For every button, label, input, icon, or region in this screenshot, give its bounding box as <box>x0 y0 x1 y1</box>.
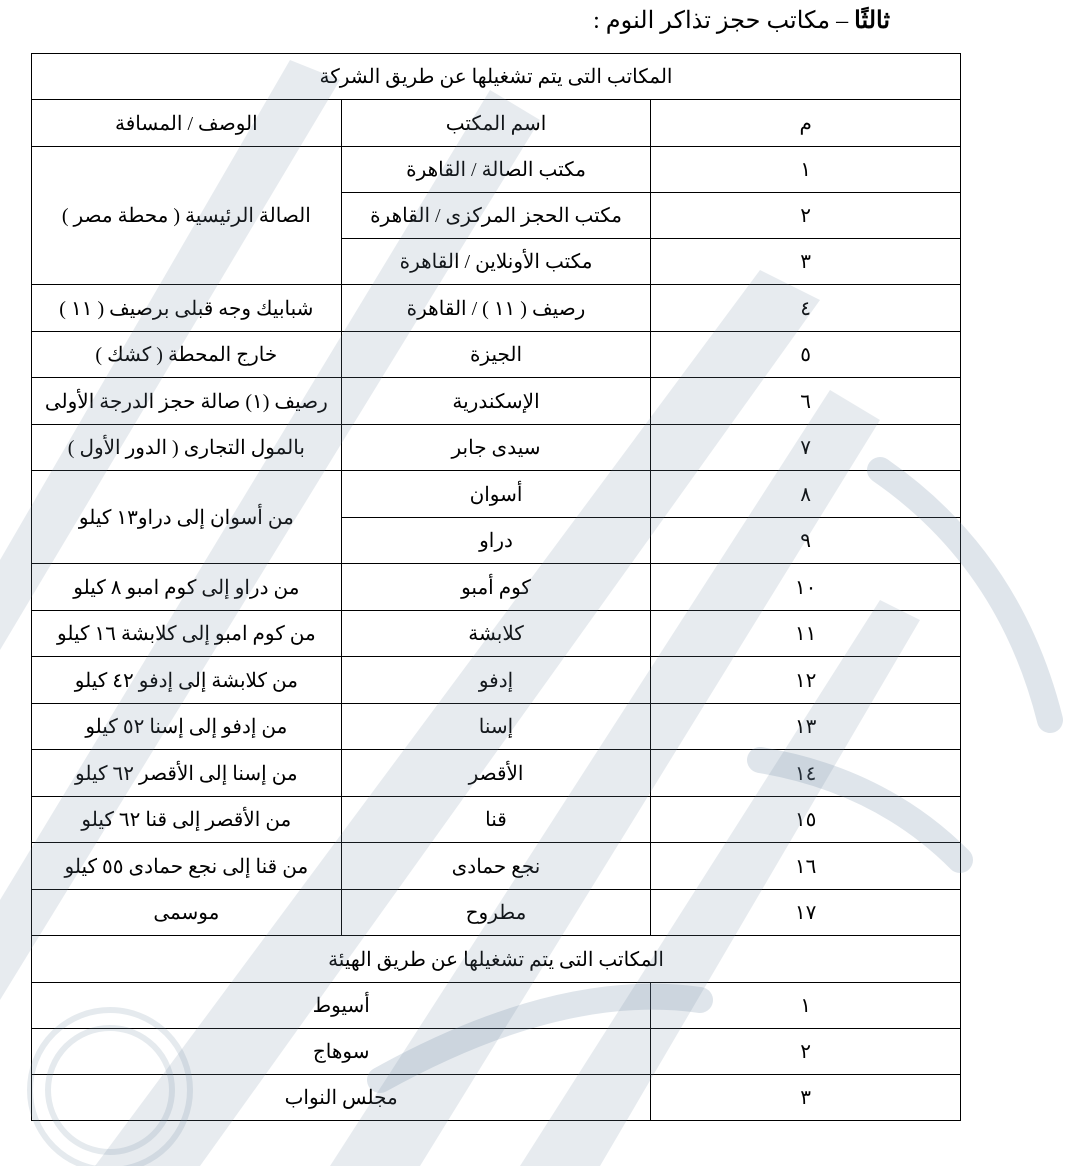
row-num: ١٧ <box>651 890 961 936</box>
table-row <box>32 797 961 843</box>
row-num: ١٦ <box>651 843 961 890</box>
office-name: الأقصر <box>341 750 651 797</box>
table-row <box>32 843 961 890</box>
office-desc: الصالة الرئيسية ( محطة مصر ) <box>32 147 342 285</box>
row-num: ٣ <box>651 1075 961 1121</box>
office-name: إدفو <box>341 657 651 704</box>
table-row <box>32 425 961 471</box>
office-desc: من إدفو إلى إسنا ٥٢ كيلو <box>32 704 342 750</box>
section2-header-row <box>32 936 961 983</box>
office-name: نجع حمادى <box>341 843 651 890</box>
office-name: مجلس النواب <box>32 1075 651 1121</box>
col-desc-header: الوصف / المسافة <box>32 100 342 147</box>
table-row <box>32 378 961 425</box>
office-desc: موسمى <box>32 890 342 936</box>
table-row <box>32 704 961 750</box>
office-desc: من أسوان إلى دراو١٣ كيلو <box>32 471 342 564</box>
row-num: ٨ <box>651 471 961 518</box>
table-row <box>32 332 961 378</box>
table-row <box>32 611 961 657</box>
row-num: ٣ <box>651 239 961 285</box>
row-num: ٥ <box>651 332 961 378</box>
office-desc: من كوم امبو إلى كلابشة ١٦ كيلو <box>32 611 342 657</box>
table-row <box>32 1029 961 1075</box>
office-desc: من الأقصر إلى قنا ٦٢ كيلو <box>32 797 342 843</box>
row-num: ١١ <box>651 611 961 657</box>
table-row <box>32 147 961 193</box>
section1-header-row <box>32 54 961 100</box>
row-num: ١٤ <box>651 750 961 797</box>
office-name: دراو <box>341 518 651 564</box>
office-name: أسيوط <box>32 983 651 1029</box>
table-row <box>32 285 961 332</box>
row-num: ١ <box>651 147 961 193</box>
row-num: ٢ <box>651 1029 961 1075</box>
col-num-header: م <box>651 100 961 147</box>
row-num: ١٢ <box>651 657 961 704</box>
office-name: مكتب الصالة / القاهرة <box>341 147 651 193</box>
office-name: الجيزة <box>341 332 651 378</box>
office-name: مكتب الأونلاين / القاهرة <box>341 239 651 285</box>
table-row <box>32 983 961 1029</box>
office-name: مطروح <box>341 890 651 936</box>
office-name: سيدى جابر <box>341 425 651 471</box>
office-name: أسوان <box>341 471 651 518</box>
row-num: ١ <box>651 983 961 1029</box>
office-desc: بالمول التجارى ( الدور الأول ) <box>32 425 342 471</box>
office-desc: من دراو إلى كوم امبو ٨ كيلو <box>32 564 342 611</box>
row-num: ٤ <box>651 285 961 332</box>
row-num: ٢ <box>651 193 961 239</box>
table-row <box>32 1075 961 1121</box>
office-desc: من قنا إلى نجع حمادى ٥٥ كيلو <box>32 843 342 890</box>
row-num: ١٠ <box>651 564 961 611</box>
office-name: كلابشة <box>341 611 651 657</box>
table-row <box>32 657 961 704</box>
office-name: الإسكندرية <box>341 378 651 425</box>
office-desc: رصيف (١) صالة حجز الدرجة الأولى <box>32 378 342 425</box>
office-desc: خارج المحطة ( كشك ) <box>32 332 342 378</box>
office-name: رصيف ( ١١ ) / القاهرة <box>341 285 651 332</box>
ticket-offices-table <box>31 53 961 1121</box>
table-row <box>32 750 961 797</box>
office-name: قنا <box>341 797 651 843</box>
section1-header: المكاتب التى يتم تشغيلها عن طريق الشركة <box>32 54 961 100</box>
row-num: ٩ <box>651 518 961 564</box>
office-name: إسنا <box>341 704 651 750</box>
page-title <box>593 6 890 35</box>
title-bold: ثالثًا <box>854 8 890 34</box>
row-num: ٦ <box>651 378 961 425</box>
row-num: ٧ <box>651 425 961 471</box>
table-row <box>32 564 961 611</box>
title-rest: – مكاتب حجز تذاكر النوم : <box>593 8 855 34</box>
column-header-row <box>32 100 961 147</box>
office-name: سوهاج <box>32 1029 651 1075</box>
col-name-header: اسم المكتب <box>341 100 651 147</box>
office-desc: شبابيك وجه قبلى برصيف ( ١١ ) <box>32 285 342 332</box>
row-num: ١٥ <box>651 797 961 843</box>
table-row <box>32 890 961 936</box>
office-desc: من إسنا إلى الأقصر ٦٢ كيلو <box>32 750 342 797</box>
section2-header: المكاتب التى يتم تشغيلها عن طريق الهيئة <box>32 936 961 983</box>
table-row <box>32 471 961 518</box>
office-desc: من كلابشة إلى إدفو ٤٢ كيلو <box>32 657 342 704</box>
office-name: كوم أمبو <box>341 564 651 611</box>
office-name: مكتب الحجز المركزى / القاهرة <box>341 193 651 239</box>
row-num: ١٣ <box>651 704 961 750</box>
